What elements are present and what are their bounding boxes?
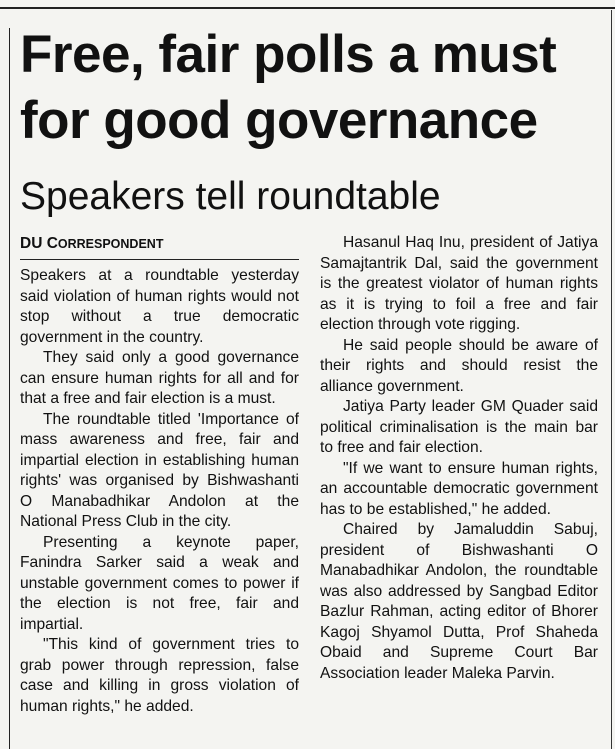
headline — [20, 22, 608, 154]
headline-line-1: Free, fair polls a must — [20, 25, 557, 84]
paragraph: Hasanul Haq Inu, president of Jatiya Samajtantrik Dal, said the government is the greatest violator of human rights as it is trying to foil a free and fair election through vote rigging. — [320, 234, 598, 333]
paragraph: Jatiya Party leader GM Quader said political criminalisation is the main bar to free and fair election. — [320, 398, 598, 456]
left-rule — [9, 28, 10, 749]
paragraph: "This kind of government tries to grab power through repression, false case and killing in gross violation of human rights," he added. — [20, 636, 299, 715]
left-column — [20, 266, 299, 717]
paragraph: Chaired by Jamaluddin Sabuj, president of Bishwashanti O Manabadhikar Andolon, the roundtable was also addressed by Sangbad Editor Bazlur Rahman, acting editor of Bhorer Kagoj Shyamol Dutta, Prof Shaheda Obaid and Supreme Court Bar Association leader Maleka Parvin. — [320, 521, 598, 682]
headline-line-2: for good governance — [20, 91, 538, 150]
top-rule — [0, 7, 615, 9]
paragraph: The roundtable titled 'Importance of mass awareness and free, fair and impartial election in establishing human rights' was organised by Bishwashanti O Manabadhikar Andolon at the National Press Club in the city. — [20, 410, 299, 530]
byline-smallcaps: ORRESPONDENT — [57, 237, 164, 251]
byline-rule — [20, 259, 299, 260]
paragraph: Presenting a keynote paper, Fanindra Sarker said a weak and unstable government comes to power if the election is not free, fair and impartial. — [20, 533, 299, 633]
right-rule — [611, 10, 612, 749]
paragraph: He said people should be aware of their rights and should resist the alliance government. — [320, 336, 598, 395]
right-column — [320, 233, 598, 684]
byline — [20, 234, 299, 254]
byline-prefix: DU C — [20, 235, 58, 252]
paragraph: Speakers at a roundtable yesterday said violation of human rights would not stop without a true democratic government in the country. — [20, 267, 299, 346]
paragraph: They said only a good governance can ensure human rights for all and for that a free and fair election is a must. — [20, 349, 299, 407]
paragraph: "If we want to ensure human rights, an accountable democratic government has to be established," he added. — [320, 459, 598, 518]
subheadline: Speakers tell roundtable — [20, 175, 441, 218]
